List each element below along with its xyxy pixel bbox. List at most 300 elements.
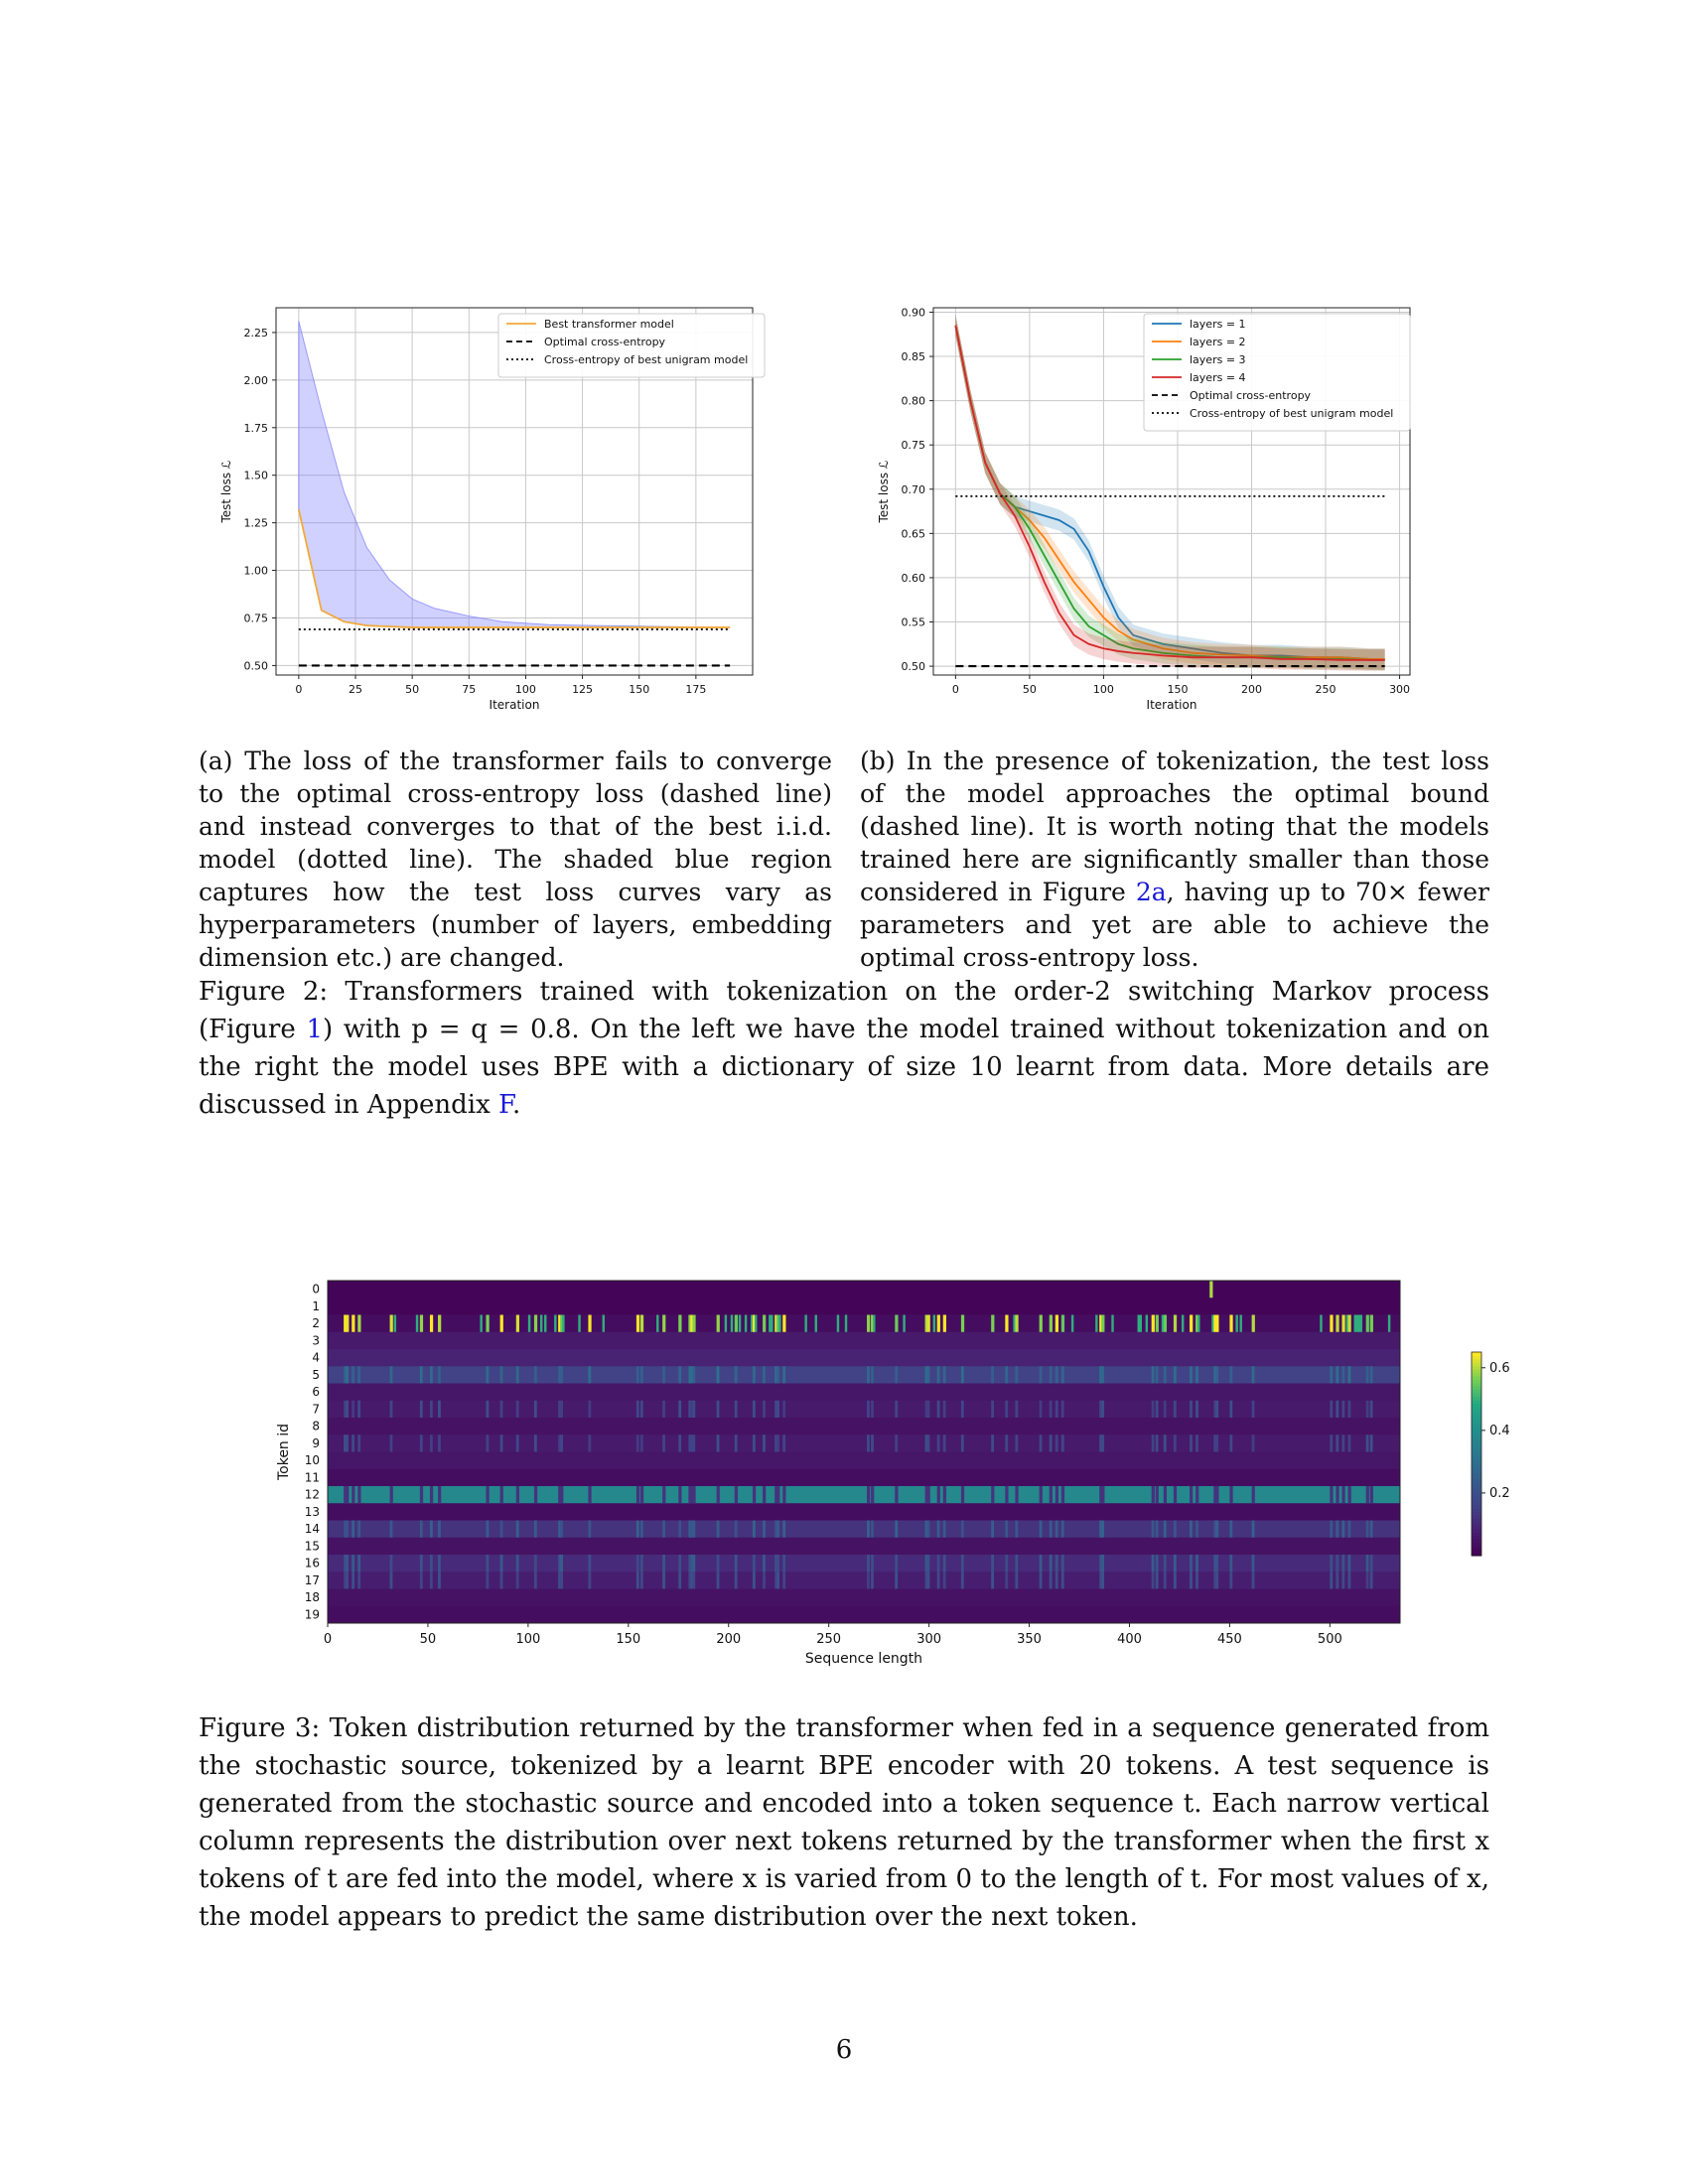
heatmap-cell [837,1315,839,1332]
heatmap-cell [937,1521,940,1538]
heatmap-cell [588,1434,591,1451]
heatmap-cell [1252,1521,1255,1538]
heatmap-cell [867,1571,870,1588]
row-label: 14 [304,1522,320,1537]
heatmap-cell [438,1521,441,1538]
x-tick-label: 50 [405,683,420,696]
heatmap-cell [1190,1555,1193,1571]
heatmap-cell [753,1571,756,1588]
heatmap-cell [943,1486,946,1503]
colorbar-segment [1472,1390,1481,1394]
heatmap-cell [1015,1366,1018,1383]
heatmap-cell [1050,1521,1053,1538]
heatmap-cell [867,1401,870,1418]
heatmap-cell [1336,1401,1338,1418]
heatmap-cell [1040,1434,1043,1451]
heatmap-cell [1174,1555,1177,1571]
heatmap-row-6 [328,1384,1400,1402]
heatmap-cell [961,1401,964,1418]
heatmap-cell [438,1434,441,1451]
heatmap-cell [753,1366,756,1383]
heatmap-cell [1061,1521,1064,1538]
heatmap-cell [991,1486,994,1503]
heatmap-cell [1005,1434,1008,1451]
heatmap-cell [1330,1434,1333,1451]
heatmap-cell [1330,1555,1333,1571]
colorbar-tick-label: 0.6 [1489,1360,1510,1376]
heatmap-cell [640,1521,643,1538]
heatmap-cell [588,1521,591,1538]
heatmap-cell [588,1571,591,1588]
caption-figure-2 [199,973,1489,1124]
colorbar-segment [1472,1383,1481,1387]
heatmap-cell [745,1315,747,1332]
heatmap-cell [390,1401,393,1418]
heatmap-cell [692,1434,695,1451]
heatmap-cell [640,1315,643,1332]
heatmap-cell [1366,1486,1369,1503]
colorbar-segment [1472,1417,1481,1421]
heatmap-cell [763,1366,766,1383]
heatmap-cell [937,1486,940,1503]
heatmap-cell [390,1521,393,1538]
heatmap-cell [346,1401,349,1418]
heatmap-cell [927,1401,930,1418]
heatmap-cell [640,1555,643,1571]
heatmap-cell [534,1366,537,1383]
heatmap-cell [346,1315,349,1332]
heatmap-cell [895,1555,898,1571]
heatmap-cell [1196,1401,1198,1418]
heatmap-cell [390,1434,393,1451]
heatmap-cell [560,1486,563,1503]
heatmap-cell [1071,1315,1073,1332]
heatmap-cell [1156,1571,1159,1588]
heatmap-cell [1174,1315,1177,1332]
heatmap-cell [1348,1434,1351,1451]
legend-label: Best transformer model [544,318,674,331]
heatmap-cell [1366,1434,1369,1451]
heatmap-cell [662,1486,665,1503]
heatmap-cell [782,1434,785,1451]
heatmap-cell [735,1486,738,1503]
heatmap-cell [534,1486,537,1503]
heatmap-cell [1215,1555,1218,1571]
heatmap-cell [500,1366,503,1383]
heatmap-cell [961,1571,964,1588]
heatmap-cell [420,1366,423,1383]
heatmap-cell [486,1486,489,1503]
heatmap-cell [867,1366,870,1383]
heatmap-cell [516,1434,519,1451]
heatmap-cell [430,1486,433,1503]
heatmap-cell [486,1366,489,1383]
colorbar-segment [1472,1546,1481,1550]
heatmap-cell [735,1571,738,1588]
heatmap-cell [1336,1366,1338,1383]
heatmap-cell [1252,1434,1255,1451]
heatmap-cell [1156,1434,1159,1451]
heatmap-cell [1050,1486,1053,1503]
heatmap-cell [420,1434,423,1451]
heatmap-cell [927,1555,930,1571]
heatmap-cell [1215,1366,1218,1383]
heatmap-cell [352,1571,354,1588]
heatmap-cell [1061,1571,1064,1588]
heatmap-cell [1190,1486,1193,1503]
heatmap-cell [1040,1401,1043,1418]
heatmap-cell [1055,1366,1058,1383]
y-tick-label: 0.50 [901,660,925,674]
heatmap-cell [927,1486,930,1503]
heatmap-cell [763,1401,766,1418]
colorbar-segment [1472,1362,1481,1366]
heatmap-cell [867,1315,870,1332]
heatmap-cell [991,1521,994,1538]
row-label: 5 [312,1367,320,1382]
heatmap-cell [937,1571,940,1588]
x-tick-label: 300 [916,1632,942,1647]
heatmap-cell [731,1315,733,1332]
heatmap-cell [692,1571,695,1588]
heatmap-cell [352,1486,354,1503]
heatmap-cell [871,1486,874,1503]
heatmap-cell [500,1486,503,1503]
heatmap-cell [1370,1571,1373,1588]
heatmap-cell [1101,1434,1104,1451]
heatmap-cell [390,1366,393,1383]
y-tick-label: 1.25 [243,516,268,530]
colorbar-segment [1472,1414,1481,1418]
heatmap-cell [1366,1521,1369,1538]
caption-figure-2b [860,745,1489,974]
row-label: 10 [304,1453,320,1468]
x-tick-label: 200 [1240,683,1262,696]
heatmap-cell [516,1521,519,1538]
heatmap-cell [753,1555,756,1571]
y-tick-label: 2.25 [243,326,268,340]
heatmap-cell [782,1315,785,1332]
figure-1-link[interactable]: 1 [306,1015,323,1044]
heatmap-cell [961,1366,964,1383]
heatmap-cell [943,1434,946,1451]
heatmap-cell [867,1555,870,1571]
heatmap-cell [782,1555,785,1571]
heatmap-cell [390,1571,393,1588]
colorbar-segment [1472,1433,1481,1437]
heatmap-cell [692,1555,695,1571]
heatmap-cell [1348,1315,1351,1332]
y-tick-label: 0.85 [901,350,925,364]
heatmap-cell [1229,1315,1232,1332]
heatmap-row-10 [328,1452,1400,1470]
heatmap-cell [871,1366,874,1383]
heatmap-cell [560,1571,563,1588]
colorbar-segment [1472,1373,1481,1377]
heatmap-cell [480,1315,482,1332]
y-tick-label: 1.50 [243,469,268,482]
heatmap-cell [739,1315,741,1332]
heatmap-cell [1336,1571,1338,1588]
heatmap-cell [1229,1555,1232,1571]
heatmap-cell [430,1366,433,1383]
heatmap-cell [430,1434,433,1451]
heatmap-cell [1229,1571,1232,1588]
heatmap-cell [534,1521,537,1538]
heatmap-cell [961,1434,964,1451]
heatmap-cell [943,1555,946,1571]
row-label: 16 [304,1556,320,1570]
heatmap-cell [1040,1521,1043,1538]
heatmap-cell [1015,1434,1018,1451]
heatmap-cell [961,1555,964,1571]
colorbar-segment [1472,1498,1481,1502]
heatmap-cell [1370,1315,1373,1332]
heatmap-cell [357,1434,360,1451]
heatmap-cell [1174,1486,1177,1503]
heatmap-cell [1196,1571,1198,1588]
x-tick-label: 100 [1092,683,1114,696]
heatmap-cell [1235,1315,1237,1332]
heatmap-cell [560,1401,563,1418]
heatmap-cell [500,1555,503,1571]
row-label: 15 [304,1539,320,1554]
heatmap-cell [1229,1366,1232,1383]
row-label: 1 [312,1298,320,1313]
colorbar-segment [1472,1379,1481,1383]
heatmap-cell [1140,1315,1142,1332]
heatmap-cell [1152,1555,1155,1571]
heatmap-cell [937,1555,940,1571]
heatmap-cell [588,1486,591,1503]
heatmap-cell [782,1366,785,1383]
heatmap-cell [438,1315,441,1332]
heatmap-cell [943,1521,946,1538]
heatmap-cell [895,1434,898,1451]
heatmap-cell [1164,1366,1167,1383]
heatmap-cell [755,1315,757,1332]
heatmap-cell [1040,1555,1043,1571]
heatmap-cell [1252,1315,1255,1332]
heatmap-cell [486,1555,489,1571]
heatmap-cell [662,1315,665,1332]
y-tick-label: 2.00 [243,373,268,387]
heatmap-cell [394,1315,396,1332]
colorbar-segment [1472,1460,1481,1464]
heatmap-cell [692,1401,695,1418]
colorbar-segment [1472,1505,1481,1509]
heatmap-cell [991,1555,994,1571]
heatmap-cell [430,1571,433,1588]
heatmap-cell [636,1434,639,1451]
heatmap-cell [352,1315,354,1332]
heatmap-cell [544,1315,546,1332]
row-label: 18 [304,1590,320,1605]
heatmap-cell [763,1571,766,1588]
row-label: 19 [304,1607,320,1622]
heatmap-cell [352,1401,354,1418]
heatmap-cell [357,1366,360,1383]
heatmap-cell [560,1434,563,1451]
heatmap-cell [1050,1315,1053,1332]
heatmap-cell [1164,1401,1167,1418]
heatmap-cell [420,1401,423,1418]
heatmap-cell [486,1401,489,1418]
heatmap-cell [1252,1486,1255,1503]
heatmap-cell [1040,1571,1043,1588]
caption-figure-2a: (a) The loss of the transformer fails to converge to the optimal cross-entropy loss (dashed line) and instead converges to that of the best i.i.d. model (dotted line). The shaded blue region captures how the test loss curves vary as hyperparameters (number of layers, embedding dimension etc.) are changed. [199,747,832,972]
heatmap-cell [927,1521,930,1538]
colorbar-segment [1472,1410,1481,1414]
heatmap-cell [357,1521,360,1538]
heatmap-cell [678,1401,681,1418]
heatmap-cell [603,1315,605,1332]
heatmap-cell [845,1315,847,1332]
heatmap-row-1 [328,1297,1400,1315]
x-tick-label: 125 [572,683,594,696]
heatmap-cell [636,1571,639,1588]
heatmap-row-8 [328,1418,1400,1435]
heatmap-cell [352,1555,354,1571]
heatmap-cell [717,1315,720,1332]
heatmap-cell [640,1571,643,1588]
heatmap-cell [678,1486,681,1503]
heatmap-cell [1005,1521,1008,1538]
colorbar-segment [1472,1542,1481,1546]
heatmap-cell [804,1315,806,1332]
heatmap-cell [1336,1486,1338,1503]
page-number: 6 [835,2035,853,2065]
heatmap-cell [895,1315,898,1332]
legend-label: layers = 3 [1190,353,1246,366]
heatmap-cell [871,1555,874,1571]
heatmap-cell [1040,1366,1043,1383]
heatmap-cell [1055,1571,1058,1588]
heatmap-cell [640,1366,643,1383]
heatmap-cell [753,1401,756,1418]
x-tick-label: 0 [323,1632,333,1647]
heatmap-cell [438,1571,441,1588]
heatmap-cell [486,1571,489,1588]
heatmap-cell [867,1486,870,1503]
heatmap-cell [1190,1571,1193,1588]
heatmap-cell [1370,1401,1373,1418]
heatmap-cell [540,1315,542,1332]
figure-2a-link[interactable]: 2a [1135,878,1167,906]
heatmap-cell [1005,1571,1008,1588]
heatmap-cell [943,1571,946,1588]
heatmap-cell [1348,1486,1351,1503]
row-label: 0 [312,1282,320,1297]
row-label: 7 [312,1402,320,1417]
heatmap-cell [1015,1521,1018,1538]
heatmap-cell [1348,1571,1351,1588]
colorbar-segment [1472,1450,1481,1454]
colorbar-segment [1472,1447,1481,1451]
heatmap-cell [991,1571,994,1588]
heatmap-cell [1209,1281,1212,1297]
heatmap-cell [560,1521,563,1538]
colorbar-segment [1472,1436,1481,1440]
heatmap-cell [1055,1486,1058,1503]
heatmap-cell [717,1555,720,1571]
heatmap-cell [1341,1401,1344,1418]
colorbar-segment [1472,1454,1481,1458]
x-tick-label: 150 [629,683,650,696]
colorbar-segment [1472,1518,1481,1522]
heatmap-cell [1370,1555,1373,1571]
heatmap-cell [416,1315,418,1332]
heatmap-cell [640,1401,643,1418]
colorbar-segment [1472,1420,1481,1424]
heatmap-cell [1061,1486,1064,1503]
heatmap-cell [516,1315,519,1332]
row-label: 3 [312,1333,320,1348]
heatmap-cell [662,1521,665,1538]
heatmap-cell [1156,1555,1159,1571]
heatmap-cell [725,1315,727,1332]
x-tick-label: 250 [816,1632,842,1647]
heatmap-cell [390,1555,393,1571]
heatmap-cell [640,1486,643,1503]
heatmap-cell [1190,1434,1193,1451]
heatmap-cell [1055,1401,1058,1418]
y-axis-label: Token id [276,1423,292,1481]
colorbar-segment [1472,1369,1481,1373]
row-label: 11 [304,1470,320,1485]
heatmap-cell [500,1315,503,1332]
heatmap-cell [1190,1366,1193,1383]
colorbar-segment [1472,1457,1481,1461]
colorbar-segment [1472,1443,1481,1447]
y-tick-label: 0.75 [901,439,925,453]
heatmap-cell [1330,1571,1333,1588]
heatmap-cell [937,1401,940,1418]
heatmap-cell [1101,1401,1104,1418]
heatmap-row-3 [328,1332,1400,1350]
heatmap-cell [735,1434,738,1451]
heatmap-cell [927,1434,930,1451]
colorbar-segment [1472,1396,1481,1400]
heatmap-cell [390,1315,393,1332]
appendix-f-link[interactable]: F [498,1090,512,1120]
heatmap-cell [1348,1401,1351,1418]
caption-figure-3: Figure 3: Token distribution returned by the transformer when fed in a sequence generated from the stochastic source, tokenized by a learnt BPE encoder with 20 tokens. A test sequence is generated from the stochastic source and encoded into a token sequence t. Each narrow vertical column represents the distribution over next tokens returned by the transformer when the first x tokens of t are fed into the model, where x is varied from 0 to the length of t. For most values of x, the model appears to predict the same distribution over the next token. [199,1713,1489,1932]
heatmap-cell [1164,1571,1167,1588]
heatmap-cell [1164,1486,1167,1503]
heatmap-cell [776,1571,779,1588]
x-tick-label: 150 [1167,683,1189,696]
heatmap-cell [390,1486,393,1503]
x-tick-label: 450 [1216,1632,1242,1647]
heatmap-cell [662,1555,665,1571]
heatmap-cell [1196,1434,1198,1451]
heatmap-cell [937,1434,940,1451]
heatmap-cell [1341,1434,1344,1451]
heatmap-cell [516,1555,519,1571]
heatmap-cell [991,1434,994,1451]
heatmap-cell [692,1315,695,1332]
x-axis-label: Iteration [489,698,540,712]
heatmap-cell [927,1571,930,1588]
heatmap-cell [486,1315,489,1332]
colorbar-segment [1472,1471,1481,1475]
heatmap-row-11 [328,1469,1400,1487]
heatmap-cell [692,1366,695,1383]
heatmap-cell [1061,1555,1064,1571]
heatmap-cell [776,1486,779,1503]
heatmap-cell [1055,1315,1058,1332]
